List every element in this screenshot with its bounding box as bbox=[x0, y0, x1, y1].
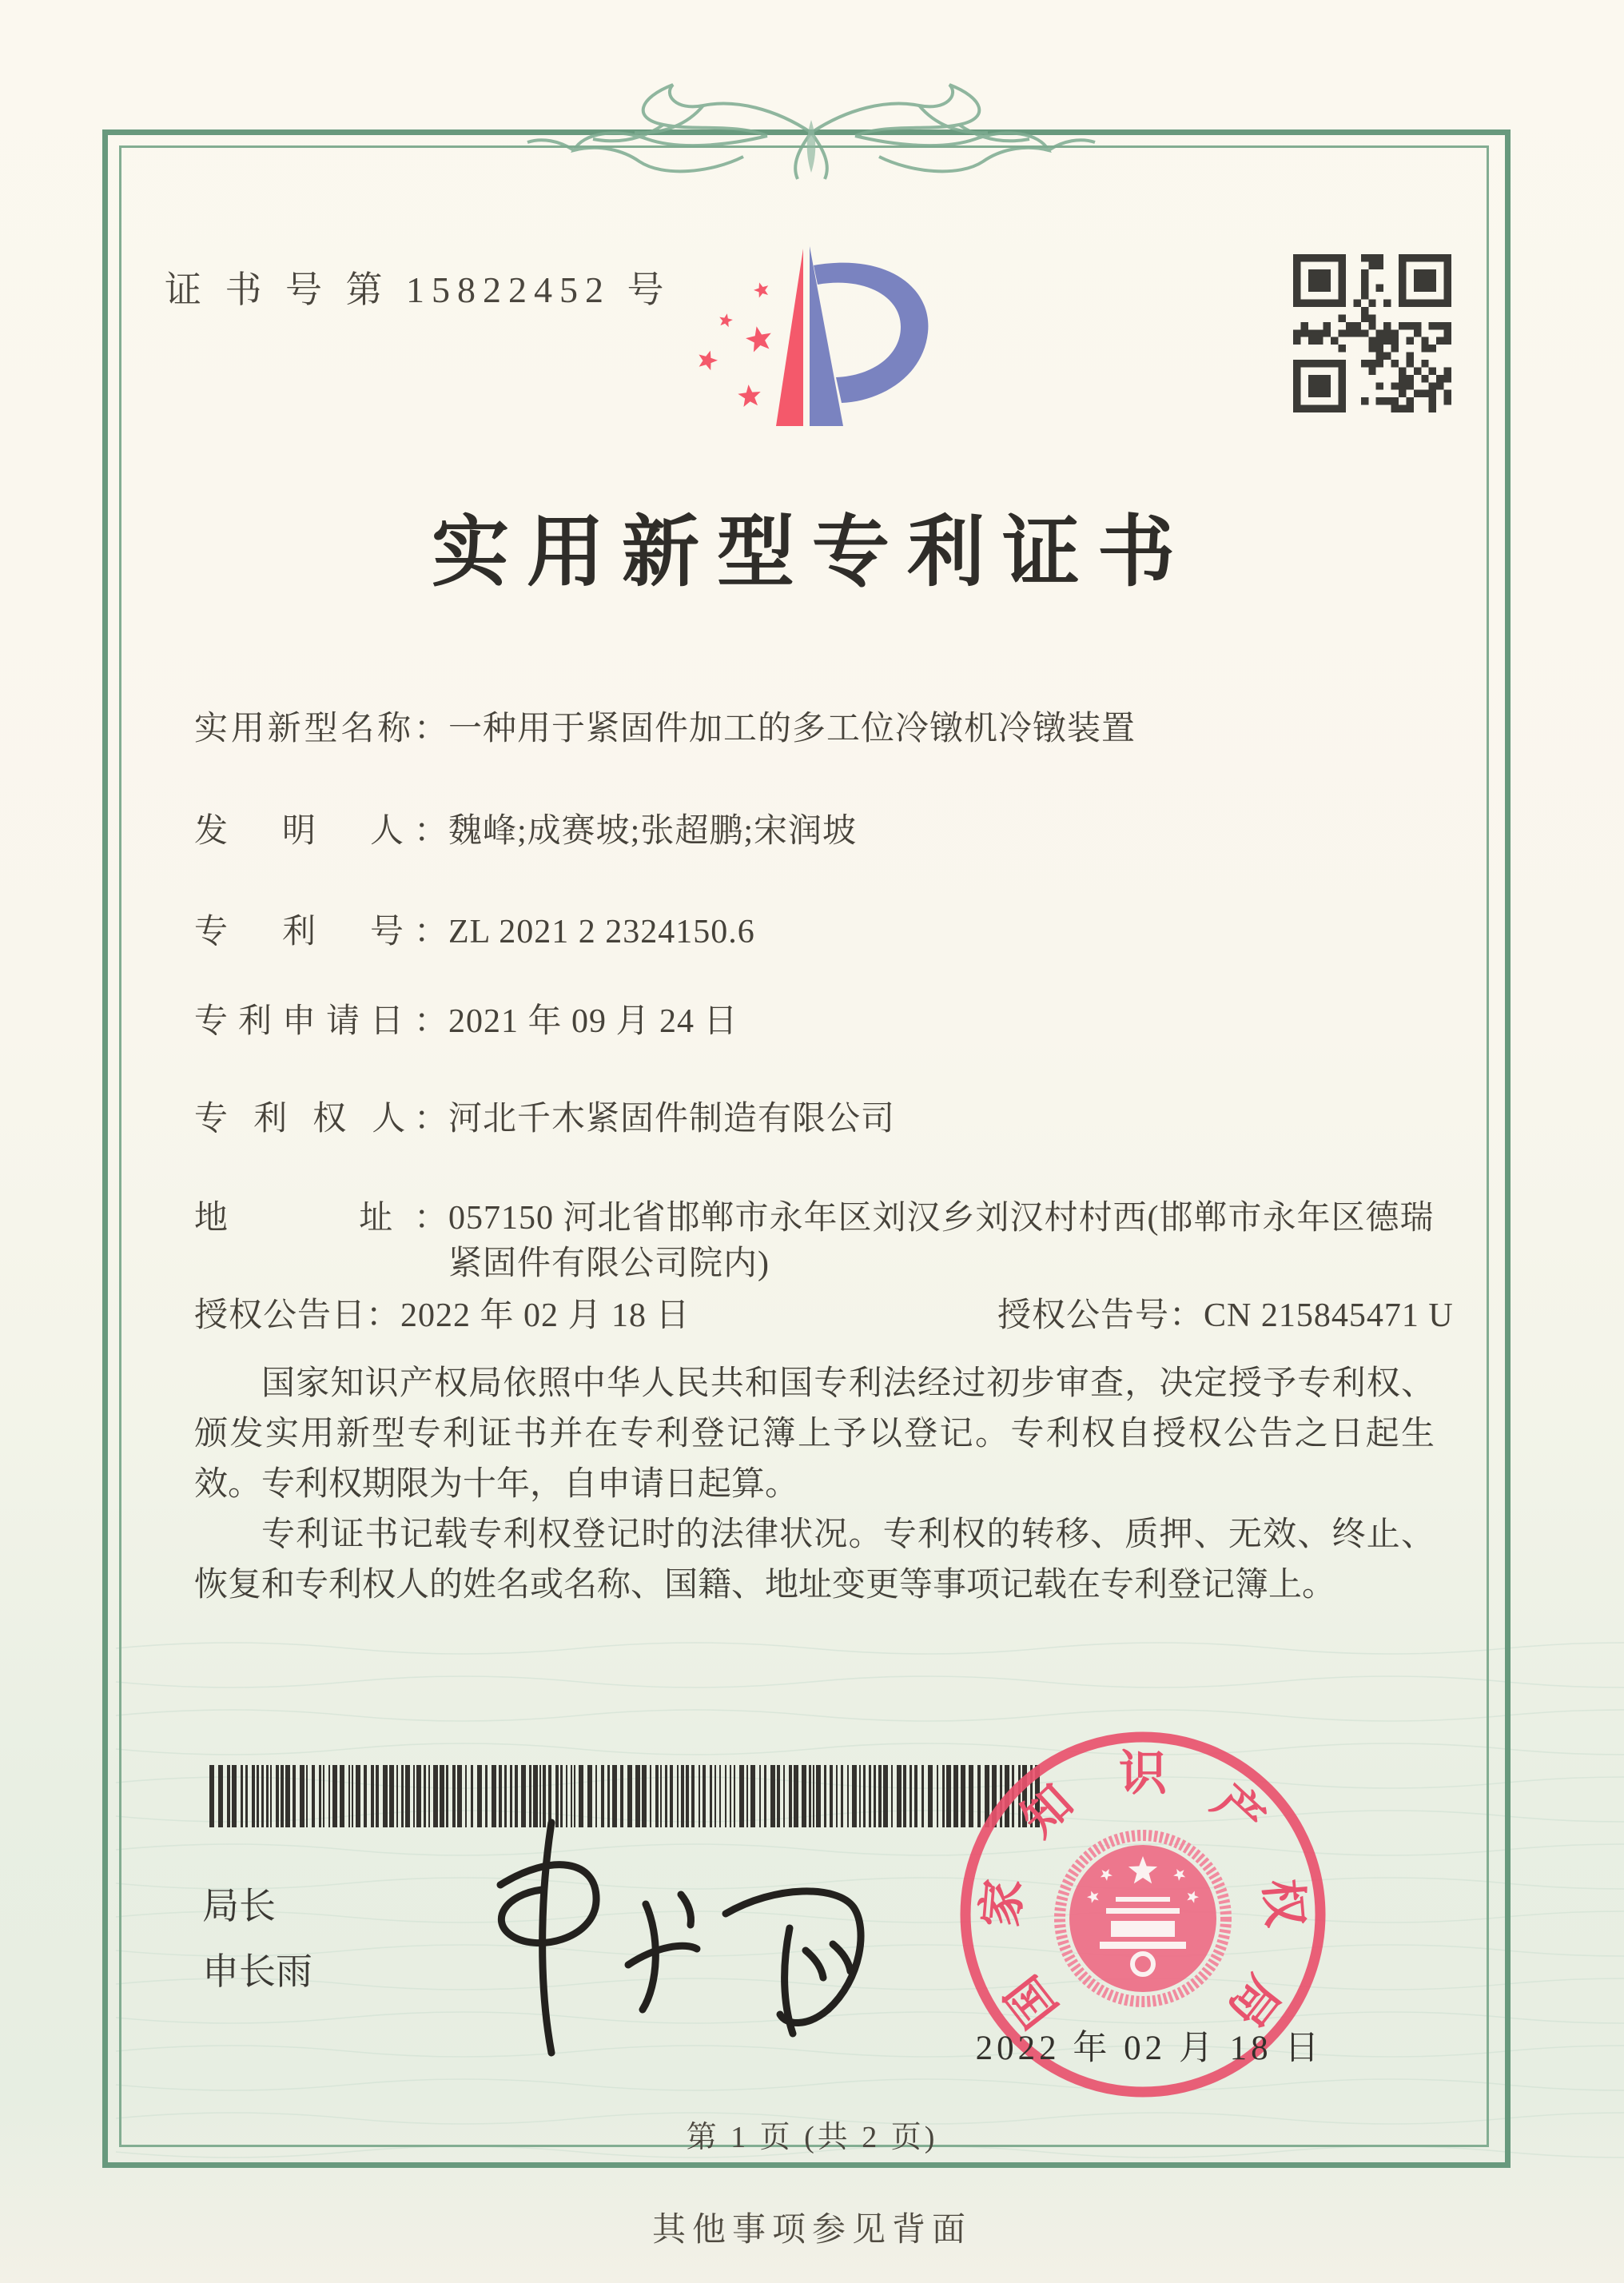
certificate-title: 实用新型专利证书 bbox=[432, 510, 1192, 596]
handwritten-signature-icon bbox=[432, 1808, 895, 2080]
field-label: 专利申请日： bbox=[194, 1003, 448, 1040]
svg-text:知: 知 bbox=[1012, 1775, 1083, 1847]
back-side-note: 其他事项参见背面 bbox=[651, 2212, 972, 2249]
field-label: 专 利 权 人： bbox=[194, 1101, 448, 1138]
certificate-number: 证 书 号 第 15822452 号 bbox=[165, 269, 671, 310]
field-value: 河北千木紧固件制造有限公司 bbox=[448, 1101, 896, 1138]
grant-no-label: 授权公告号： bbox=[997, 1297, 1204, 1334]
grant-date-label: 授权公告日： bbox=[194, 1297, 401, 1334]
field-value: 魏峰;成赛坡;张超鹏;宋润坡 bbox=[448, 813, 858, 850]
svg-text:产: 产 bbox=[1203, 1775, 1274, 1847]
svg-text:局: 局 bbox=[1218, 1966, 1290, 2037]
field-inventors bbox=[194, 809, 1455, 855]
commissioner-title: 局长 bbox=[202, 1886, 276, 1926]
commissioner-name: 申长雨 bbox=[202, 1951, 312, 1992]
grant-date-value: 2022 年 02 月 18 日 bbox=[400, 1297, 691, 1334]
national-emblem bbox=[1060, 1835, 1226, 2002]
field-application-date bbox=[194, 999, 1455, 1045]
logo-red-wedge bbox=[776, 249, 803, 426]
qr-code-icon bbox=[1293, 254, 1451, 412]
field-label: 实用新型名称： bbox=[194, 711, 448, 747]
grant-no-value: CN 215845471 U bbox=[1204, 1297, 1454, 1334]
svg-text:家: 家 bbox=[974, 1877, 1031, 1930]
field-value: 2021 年 09 月 24 日 bbox=[448, 1003, 738, 1040]
page-number: 第 1 页 (共 2 页) bbox=[686, 2121, 938, 2154]
dragon-flourish-ornament bbox=[511, 77, 1111, 189]
body-paragraph-1: 国家知识产权局依照中华人民共和国专利法经过初步审查，决定授予专利权、颁发实用新型专利证书并在专利登记簿上予以登记。专利权自授权公告之日起生效。专利权期限为十年，自申请日起算。 bbox=[194, 1365, 1435, 1503]
field-label: 发 明 人： bbox=[194, 813, 448, 850]
field-grant-announcement bbox=[194, 1293, 1455, 1339]
field-patentee bbox=[194, 1097, 1455, 1142]
field-value: ZL 2021 2 2324150.6 bbox=[448, 914, 755, 950]
svg-text:权: 权 bbox=[1255, 1877, 1312, 1930]
field-patent-number bbox=[194, 910, 1455, 955]
svg-text:国: 国 bbox=[996, 1966, 1068, 2037]
field-value: 057150 河北省邯郸市永年区刘汉乡刘汉村村西(邯郸市永年区德瑞紧固件有限公司院内) bbox=[448, 1200, 1435, 1282]
seal-date: 2022 年 02 月 18 日 bbox=[975, 2030, 1323, 2067]
cnipa-logo-icon bbox=[683, 232, 955, 456]
field-utility-model-name bbox=[194, 707, 1455, 752]
field-label: 地 址： bbox=[194, 1200, 448, 1237]
field-value: 一种用于紧固件加工的多工位冷镦机冷镦装置 bbox=[448, 711, 1136, 747]
field-address bbox=[194, 1196, 1455, 1287]
commissioner-block bbox=[202, 1874, 312, 2005]
body-paragraph-2: 专利证书记载专利权登记时的法律状况。专利权的转移、质押、无效、终止、恢复和专利权人的姓名或名称、国籍、地址变更等事项记载在专利登记簿上。 bbox=[194, 1516, 1435, 1604]
field-label: 专 利 号： bbox=[194, 914, 448, 950]
legal-body-text bbox=[194, 1359, 1435, 1611]
svg-text:识: 识 bbox=[1119, 1747, 1167, 1800]
